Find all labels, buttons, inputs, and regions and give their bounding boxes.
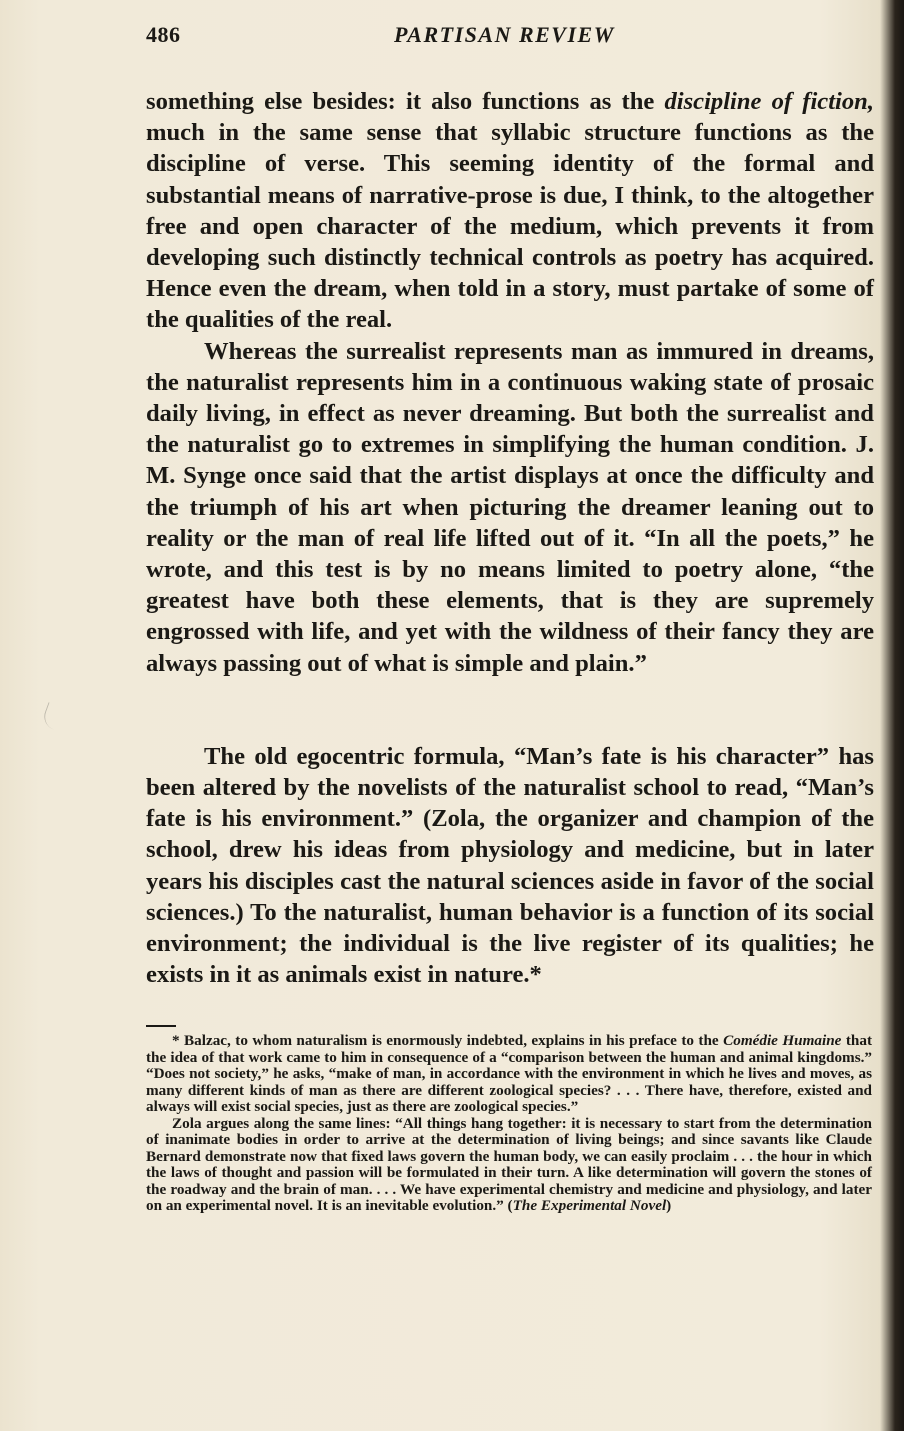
footnote-rule bbox=[146, 1025, 176, 1027]
section-break bbox=[146, 679, 874, 741]
footnote-2-end: ) bbox=[666, 1197, 672, 1214]
footnote-2-italic: The Experimental Novel bbox=[512, 1197, 667, 1214]
paragraph-1-rest: much in the same sense that syllabic structure functions as the discipline of verse. This seeming identity of the formal and substantial means of narrative-prose is due, I think, to the altogether free and open character of the medium, which prevents it from developing such distinctly technical controls as poetry has acquired. Hence even the dream, when told in a story, must partake of some of the qualities of the real. bbox=[146, 119, 874, 334]
paragraph-1-italic: discipline of fiction, bbox=[664, 88, 874, 115]
page-header bbox=[146, 22, 876, 58]
footnote-1 bbox=[146, 1033, 872, 1116]
paragraph-1 bbox=[146, 86, 874, 336]
footnote-2 bbox=[146, 1116, 872, 1215]
footnote-2-start: Zola argues along the same lines: “All things hang together: it is necessary to start from the determination of inanimate bodies in order to arrive at the determination of living beings; and since savants like Claude Bernard demonstrate now that fixed laws govern the human body, we can easily proclaim . . . the hour in which the laws of thought and passion will be formulated in their turn. A like determination will govern the stones of the roadway and the brain of man. . . . We have experimental chemistry and medicine and physiology, and later on an experimental novel. It is an inevitable evolution.” ( bbox=[146, 1114, 872, 1214]
paragraph-1-start: something else besides: it also functions as the bbox=[146, 88, 665, 115]
body-text bbox=[146, 86, 874, 990]
footnotes bbox=[146, 1033, 872, 1215]
pencil-mark bbox=[40, 702, 62, 730]
footnote-1-start: * Balzac, to whom naturalism is enormously indebted, explains in his preface to the bbox=[172, 1032, 724, 1049]
page-number: 486 bbox=[146, 22, 181, 47]
footnote-1-rest: that the idea of that work came to him in consequence of a “comparison between the human and animal kingdoms.” “Does not society,” he asks, “make of man, in accordance with the environment in which he lives and moves, as many different kinds of man as there are different zoological species? . . . There have, therefore, existed and always will exist social species, just as there are zoological species.” bbox=[146, 1032, 873, 1115]
paragraph-2: Whereas the surrealist represents man as immured in dreams, the naturalist represents him in a continuous waking state of prosaic daily living, in effect as never dreaming. But both the surrealist and the naturalist go to extremes in simplifying the human condition. J. M. Synge once said that the artist displays at once the difficulty and the triumph of his art when picturing the dreamer leaning out to reality or the man of real life lifted out of it. “In all the poets,” he wrote, and this test is by no means limited to poetry alone, “the greatest have both these elements, that is they are supremely engrossed with life, and yet with the wildness of their fancy they are always passing out of what is simple and plain.” bbox=[146, 337, 874, 677]
running-head: PARTISAN REVIEW bbox=[394, 22, 615, 47]
footnote-1-italic: Comédie Humaine bbox=[723, 1032, 842, 1049]
paragraph-3: The old egocentric formula, “Man’s fate is his character” has been altered by the novelists of the naturalist school to read, “Man’s fate is his environment.” (Zola, the organizer and champion of the school, drew his ideas from physiology and medicine, but in later years his disciples cast the natural sciences aside in favor of the social sciences.) To the naturalist, human behavior is a function of its social environment; the individual is the live register of its qualities; he exists in it as animals exist in nature.* bbox=[146, 742, 874, 989]
